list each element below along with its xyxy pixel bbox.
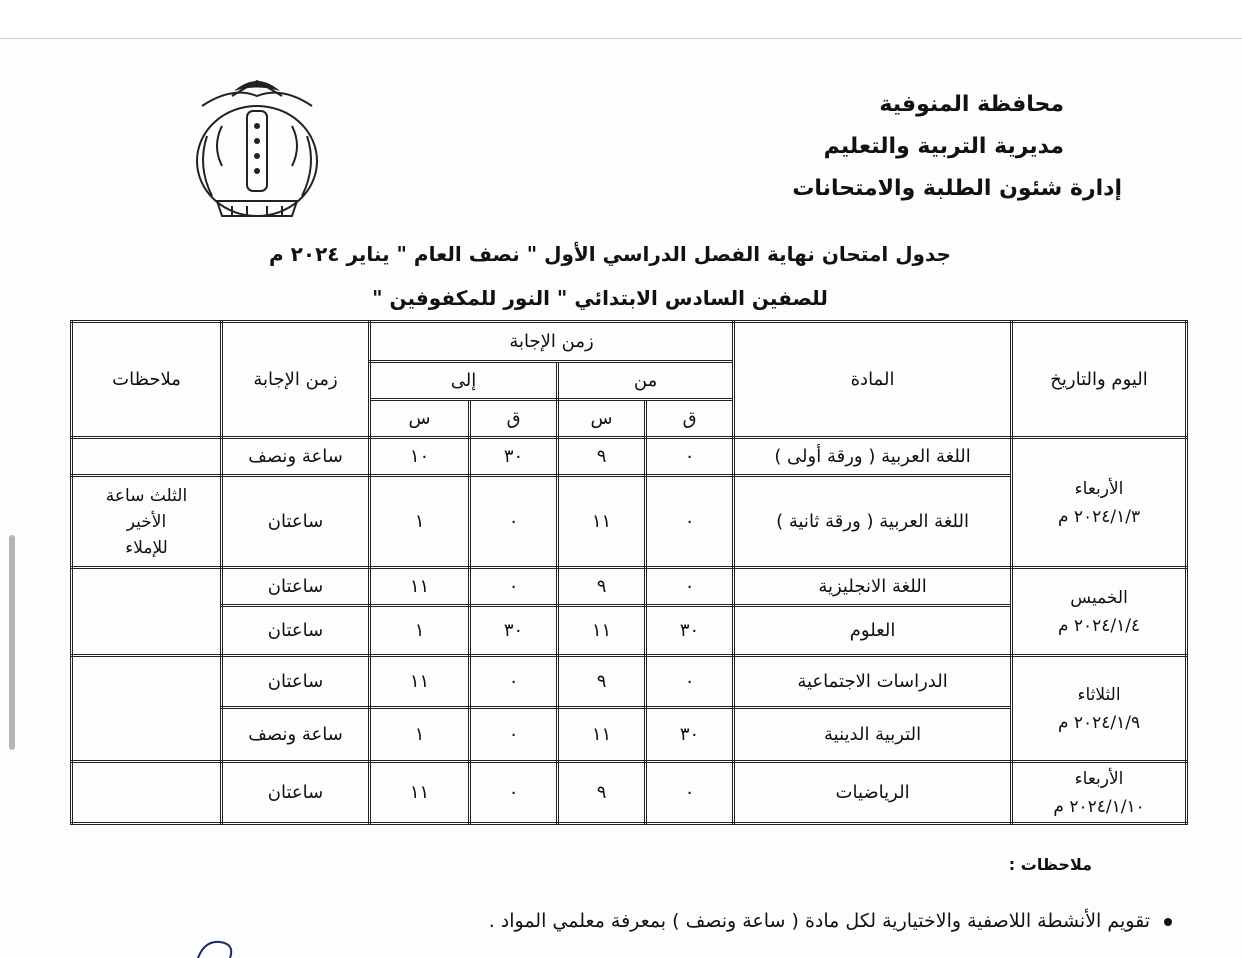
duration-cell: ساعة ونصف	[222, 708, 370, 762]
day-cell: الثلاثاء ٢٠٢٤/١/٩ م	[1012, 656, 1187, 762]
subject-cell: الدراسات الاجتماعية	[734, 656, 1012, 708]
document-title: جدول امتحان نهاية الفصل الدراسي الأول " نصف العام " يناير ٢٠٢٤ م	[269, 242, 951, 266]
subject-cell: العلوم	[734, 606, 1012, 656]
header-from-hour: س	[558, 400, 646, 438]
subject-cell: التربية الدينية	[734, 708, 1012, 762]
subject-cell: الرياضيات	[734, 762, 1012, 824]
from-hour-cell: ٩	[558, 568, 646, 606]
from-hour-cell: ١١	[558, 606, 646, 656]
to-hour-cell: ١	[370, 606, 470, 656]
from-hour-cell: ١١	[558, 476, 646, 568]
duration-cell: ساعتان	[222, 568, 370, 606]
duration-cell: ساعتان	[222, 656, 370, 708]
day-cell: الأربعاء ٢٠٢٤/١/٣ م	[1012, 438, 1187, 568]
duration-cell: ساعتان	[222, 476, 370, 568]
from-hour-cell: ٩	[558, 656, 646, 708]
from-minute-cell: ٠	[646, 476, 734, 568]
department-name: إدارة شئون الطلبة والامتحانات	[792, 176, 1122, 201]
notes-cell	[72, 438, 222, 476]
header-from-minute: ق	[646, 400, 734, 438]
to-minute-cell: ٠	[470, 762, 558, 824]
signature-mark-icon	[140, 930, 260, 958]
from-minute-cell: ٣٠	[646, 606, 734, 656]
header-to: إلى	[370, 362, 558, 400]
day-cell: الأربعاء ٢٠٢٤/١/١٠ م	[1012, 762, 1187, 824]
notes-cell	[72, 762, 222, 824]
duration-cell: ساعتان	[222, 606, 370, 656]
to-minute-cell: ٠	[470, 476, 558, 568]
from-hour-cell: ٩	[558, 762, 646, 824]
subject-cell: اللغة العربية ( ورقة ثانية )	[734, 476, 1012, 568]
exam-schedule-table	[70, 320, 1188, 825]
notes-cell	[72, 656, 222, 762]
scrollbar-thumb[interactable]	[9, 535, 15, 750]
notes-label: ملاحظات :	[1008, 855, 1092, 874]
bullet-icon	[1164, 918, 1172, 926]
from-minute-cell: ٠	[646, 568, 734, 606]
table-row	[72, 438, 1187, 476]
from-minute-cell: ٠	[646, 762, 734, 824]
from-hour-cell: ٩	[558, 438, 646, 476]
header-from: من	[558, 362, 734, 400]
duration-cell: ساعة ونصف	[222, 438, 370, 476]
to-hour-cell: ١١	[370, 568, 470, 606]
header-to-minute: ق	[470, 400, 558, 438]
table-row	[72, 762, 1187, 824]
to-minute-cell: ٠	[470, 708, 558, 762]
to-minute-cell: ٣٠	[470, 438, 558, 476]
header-subject: المادة	[734, 322, 1012, 438]
header-to-hour: س	[370, 400, 470, 438]
to-hour-cell: ١٠	[370, 438, 470, 476]
header-block	[702, 84, 1122, 210]
header-day: اليوم والتاريخ	[1012, 322, 1187, 438]
directorate-name: مديرية التربية والتعليم	[823, 134, 1064, 159]
header-notes: ملاحظات	[72, 322, 222, 438]
from-minute-cell: ٣٠	[646, 708, 734, 762]
governorate-emblem-icon	[172, 66, 342, 226]
header-answer-time: زمن الإجابة	[222, 322, 370, 438]
to-minute-cell: ٠	[470, 568, 558, 606]
to-hour-cell: ١	[370, 476, 470, 568]
notes-cell	[72, 568, 222, 656]
from-minute-cell: ٠	[646, 438, 734, 476]
document-subtitle: للصفين السادس الابتدائي " النور للمكفوفين "	[372, 286, 828, 310]
day-cell: الخميس ٢٠٢٤/١/٤ م	[1012, 568, 1187, 656]
header-answer-time-group: زمن الإجابة	[370, 322, 734, 362]
duration-cell: ساعتان	[222, 762, 370, 824]
subject-cell: اللغة العربية ( ورقة أولى )	[734, 438, 1012, 476]
subject-cell: اللغة الانجليزية	[734, 568, 1012, 606]
from-hour-cell: ١١	[558, 708, 646, 762]
top-bar	[0, 0, 1242, 39]
notes-cell: الثلث ساعة الأخير للإملاء	[72, 476, 222, 568]
to-minute-cell: ٣٠	[470, 606, 558, 656]
table-row	[72, 656, 1187, 708]
governorate-name: محافظة المنوفية	[879, 92, 1064, 117]
table-row	[72, 568, 1187, 606]
from-minute-cell: ٠	[646, 656, 734, 708]
to-hour-cell: ١	[370, 708, 470, 762]
footer-note-text: تقويم الأنشطة اللاصفية والاختيارية لكل مادة ( ساعة ونصف ) بمعرفة معلمي المواد .	[488, 910, 1150, 932]
to-minute-cell: ٠	[470, 656, 558, 708]
to-hour-cell: ١١	[370, 656, 470, 708]
to-hour-cell: ١١	[370, 762, 470, 824]
footer-note	[489, 910, 1172, 932]
